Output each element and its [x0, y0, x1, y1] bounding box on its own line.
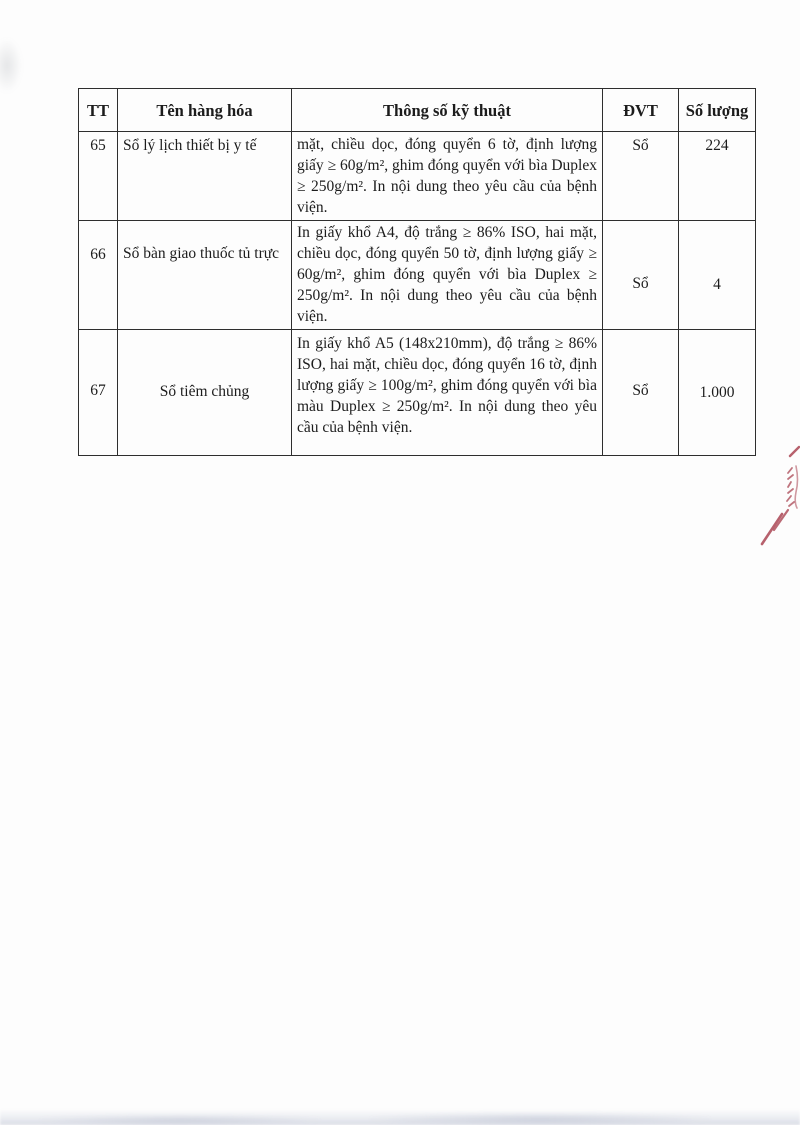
table-row — [79, 132, 756, 221]
row-65-quantity: 224 — [679, 132, 756, 221]
red-ink-scribble-icon — [752, 442, 800, 554]
row-65-spec: mặt, chiều dọc, đóng quyển 6 tờ, định lượng giấy ≥ 60g/m², ghim đóng quyển với bìa Duplex ≥ 250g/m². In nội dung theo yêu cầu của bệnh viện. — [292, 132, 603, 221]
row-67-quantity: 1.000 — [679, 330, 756, 456]
row-65-unit: Sổ — [603, 132, 679, 221]
row-66-number: 66 — [79, 221, 118, 330]
row-65-name: Sổ lý lịch thiết bị y tế — [118, 132, 292, 221]
row-66-spec: In giấy khổ A4, độ trắng ≥ 86% ISO, hai mặt, chiều dọc, đóng quyển 50 tờ, định lượng giấy ≥ 60g/m², ghim đóng quyển với bìa Duplex ≥ 250g/m². In nội dung theo yêu cầu của bệnh viện. — [292, 221, 603, 330]
row-66-quantity: 4 — [679, 221, 756, 330]
table-row — [79, 330, 756, 456]
table-header-row — [79, 89, 756, 132]
goods-spec-table — [78, 88, 756, 456]
header-ten-hang-hoa: Tên hàng hóa — [118, 89, 292, 132]
row-65-number: 65 — [79, 132, 118, 221]
row-66-unit: Sổ — [603, 221, 679, 330]
row-66-name: Sổ bàn giao thuốc tủ trực — [118, 221, 292, 330]
row-67-name: Sổ tiêm chủng — [118, 330, 292, 456]
header-so-luong: Số lượng — [679, 89, 756, 132]
row-67-spec: In giấy khổ A5 (148x210mm), độ trắng ≥ 86% ISO, hai mặt, chiều dọc, đóng quyển 16 tờ, định lượng giấy ≥ 100g/m², ghim đóng quyển với bìa màu Duplex ≥ 250g/m². In nội dung theo yêu cầu của bệnh viện. — [292, 330, 603, 456]
row-67-unit: Sổ — [603, 330, 679, 456]
red-ink-annotation — [752, 442, 800, 554]
header-thong-so-ky-thuat: Thông số kỹ thuật — [292, 89, 603, 132]
row-67-number: 67 — [79, 330, 118, 456]
header-tt: TT — [79, 89, 118, 132]
header-dvt: ĐVT — [603, 89, 679, 132]
table-row — [79, 221, 756, 330]
scan-smudge — [0, 38, 22, 93]
scanner-edge-band — [0, 1109, 800, 1125]
